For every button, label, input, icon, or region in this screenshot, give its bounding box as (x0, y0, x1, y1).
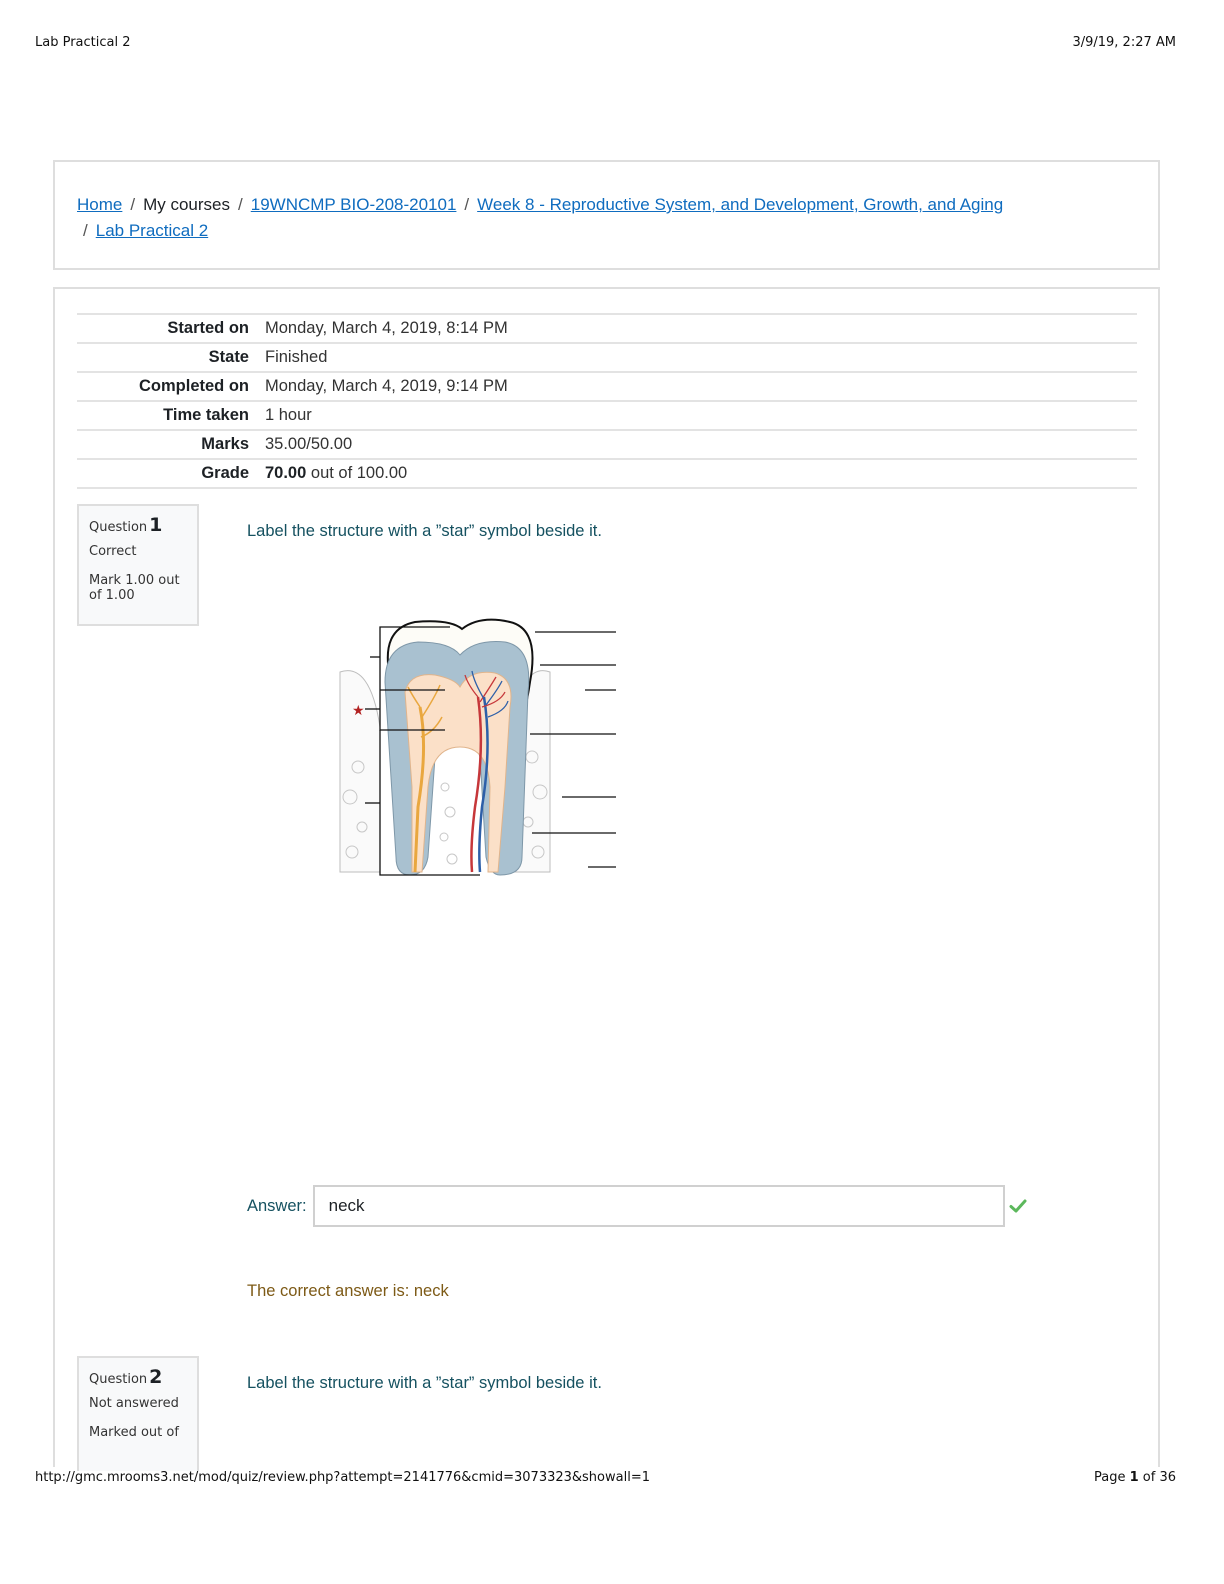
summary-label: Started on (167, 319, 249, 337)
summary-label: Marks (201, 435, 249, 453)
print-footer (35, 1470, 1176, 1485)
grade-suffix: out of 100.00 (310, 464, 408, 482)
quiz-review-panel (53, 287, 1160, 1467)
grade-value: 70.00 (265, 464, 307, 482)
breadcrumb-separator: / (130, 195, 136, 214)
question-mark-line1: Mark 1.00 out (89, 573, 180, 588)
question-1-info (77, 504, 199, 626)
breadcrumb-my-courses: My courses (143, 195, 231, 214)
question-mark-line1: Marked out of (89, 1425, 179, 1440)
summary-row-completed (77, 372, 1137, 401)
question-1-text: Label the structure with a ”star” symbol beside it. (247, 522, 602, 540)
breadcrumb-course-link[interactable]: 19WNCMP BIO-208-20101 (250, 195, 457, 214)
summary-row-marks (77, 430, 1137, 459)
page-of: of (1142, 1470, 1156, 1485)
star-icon: ★ (352, 703, 365, 719)
question-status: Not answered (89, 1396, 179, 1411)
summary-value: 35.00/50.00 (265, 435, 353, 453)
answer-label: Answer: (247, 1196, 307, 1215)
question-2-text: Label the structure with a ”star” symbol beside it. (247, 1374, 602, 1392)
question-label: Question (89, 1372, 148, 1387)
summary-value: Monday, March 4, 2019, 9:14 PM (265, 377, 508, 395)
breadcrumb-separator: / (83, 221, 88, 240)
breadcrumb (77, 192, 1136, 244)
summary-label: State (208, 348, 249, 366)
question-mark-line2: of 1.00 (89, 588, 135, 603)
breadcrumb-separator: / (238, 195, 243, 214)
summary-row-grade (77, 459, 1137, 488)
question-2-info (77, 1356, 199, 1471)
answer-row (247, 1185, 1027, 1227)
summary-value: Monday, March 4, 2019, 8:14 PM (265, 319, 508, 337)
tooth-diagram (300, 607, 630, 882)
page-total: 36 (1159, 1470, 1176, 1485)
answer-field[interactable]: neck (313, 1185, 1005, 1227)
breadcrumb-panel (53, 160, 1160, 270)
question-number: 1 (149, 514, 163, 536)
question-number: 2 (149, 1366, 163, 1388)
summary-label: Grade (201, 464, 249, 482)
summary-label: Completed on (139, 377, 249, 395)
summary-row-state (77, 343, 1137, 372)
correct-answer-feedback: The correct answer is: neck (247, 1282, 449, 1300)
page-url: http://gmc.mrooms3.net/mod/quiz/review.php?attempt=2141776&cmid=3073323&showall=1 (35, 1470, 650, 1485)
summary-label: Time taken (163, 406, 249, 424)
page-label: Page (1093, 1470, 1126, 1485)
breadcrumb-section-link[interactable]: Week 8 - Reproductive System, and Development, Growth, and Aging (477, 195, 1004, 214)
print-datetime: 3/9/19, 2:27 AM (1072, 35, 1176, 50)
check-icon (1009, 1197, 1027, 1215)
question-mark (89, 573, 187, 603)
breadcrumb-quiz-link[interactable]: Lab Practical 2 (95, 221, 209, 240)
breadcrumb-home-link[interactable]: Home (77, 195, 123, 214)
summary-value (265, 459, 1137, 488)
breadcrumb-separator: / (464, 195, 470, 214)
question-label: Question (89, 520, 148, 535)
print-header (35, 35, 1176, 50)
page-number (1094, 1470, 1176, 1485)
tooth-anatomy-image (300, 607, 630, 882)
summary-value: 1 hour (265, 406, 312, 424)
print-title: Lab Practical 2 (35, 35, 131, 50)
question-status: Correct (89, 544, 137, 559)
summary-row-started (77, 314, 1137, 343)
attempt-summary-table (77, 313, 1137, 489)
summary-value: Finished (265, 348, 328, 366)
page-current: 1 (1129, 1470, 1139, 1485)
summary-row-time (77, 401, 1137, 430)
